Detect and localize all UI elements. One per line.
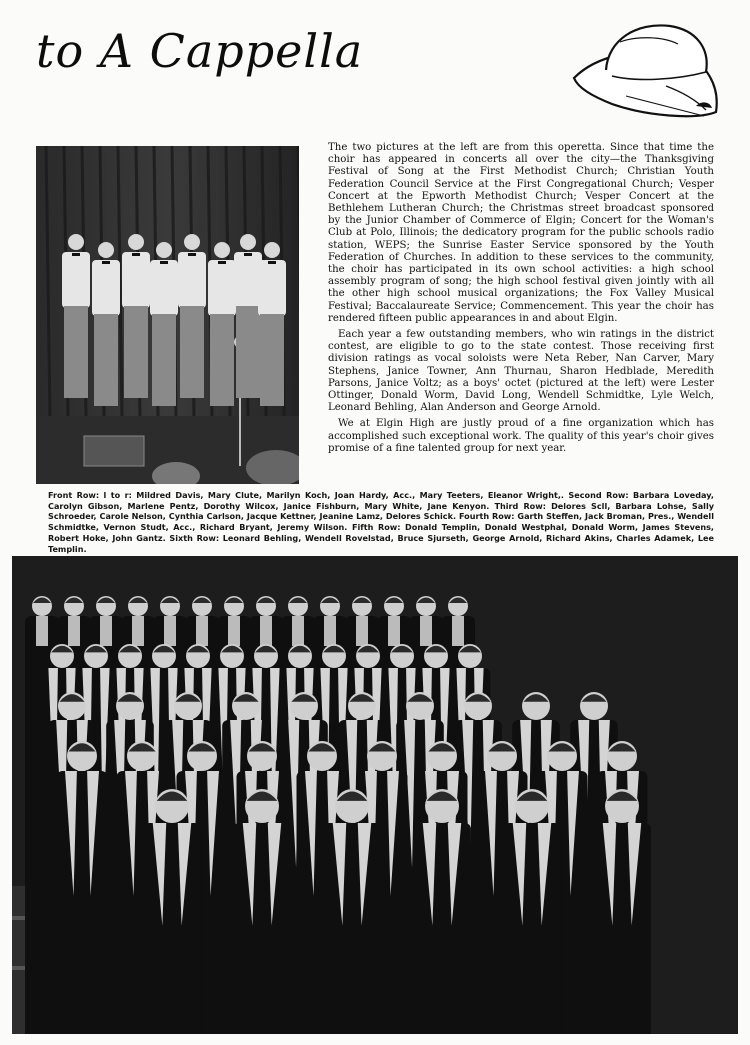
octet-photo — [36, 146, 299, 484]
body-text — [328, 142, 714, 459]
choir-photo — [12, 556, 738, 1034]
photo-caption: Front Row: l to r: Mildred Davis, Mary Clute, Marilyn Koch, Joan Hardy, Acc., Mary Teeters, Eleanor Wright,. Second Row: Barbara Loveday, Carolyn Gibson, Marlene Pentz, Dorothy Wilcox, Janice Fishburn, Mary White, Jane Kenyon. Third Row: Delores Scll, Barbara Lohse, Sally Schroeder, Carole Nelson, Cynthia Carlson, Jacque Kettner, Jeanine Lamz, Delores Schick. Fourth Row: Garth Steffen, Jack Broman, Pres., Wendell Schmidtke, Vernon Studt, Acc., Richard Bryant, Jeremy Wilson. Fifth Row: Donald Templin, Donald Westphal, Donald Worm, James Stevens, Robert Hoke, John Gantz. Sixth Row: Leonard Behling, Wendell Rovelstad, Bruce Sjurseth, George Arnold, Richard Akins, Charles Adamek, Lee Templin. — [48, 490, 714, 554]
hat-illustration-icon — [566, 16, 726, 128]
body-paragraph-3: We at Elgin High are justly proud of a fine organization which has accomplished such exceptional work. The quality of this year's choir gives promise of a fine talented group for next year. — [328, 418, 714, 454]
body-paragraph-1: The two pictures at the left are from this operetta. Since that time the choir has appeared in concerts all over the city—the Thanksgiving Festival of Song at the First Methodist Church; Christian Youth Federation Council Service at the First Congregational Church; Vesper Concert at the Epworth Methodist Church; Vesper Concert at the Bethlehem Lutheran Church; the Christmas street broadcast sponsored by the Junior Chamber of Commerce of Elgin; Concert for the Woman's Club at Polo, Illinois; the dedicatory program for the public schools radio station, WEPS; the Sunrise Easter Service sponsored by the Youth Federation of Churches. In addition to these services to the community, the choir has participated in its own school activities: a high school assembly program of song; the high school festival given jointly with all the other high school musical organizations; the Fox Valley Musical Festival; Baccalaureate Service; Commencement. This year the choir has rendered fifteen public appearances in and about Elgin. — [328, 142, 714, 324]
page-heading: to A Cappella — [36, 24, 364, 78]
body-paragraph-2: Each year a few outstanding members, who win ratings in the district contest, are eligible to go to the state contest. Those receiving first division ratings as vocal soloists were Neta Reber, Nan Carver, Mary Stephens, Janice Towner, Ann Thurnau, Sharon Hedblade, Meredith Parsons, Janice Voltz; as a boys' octet (pictured at the left) were Lester Ottinger, Donald Worm, David Long, Wendell Schmidtke, Lyle Welch, Leonard Behling, Alan Anderson and George Arnold. — [328, 329, 714, 414]
